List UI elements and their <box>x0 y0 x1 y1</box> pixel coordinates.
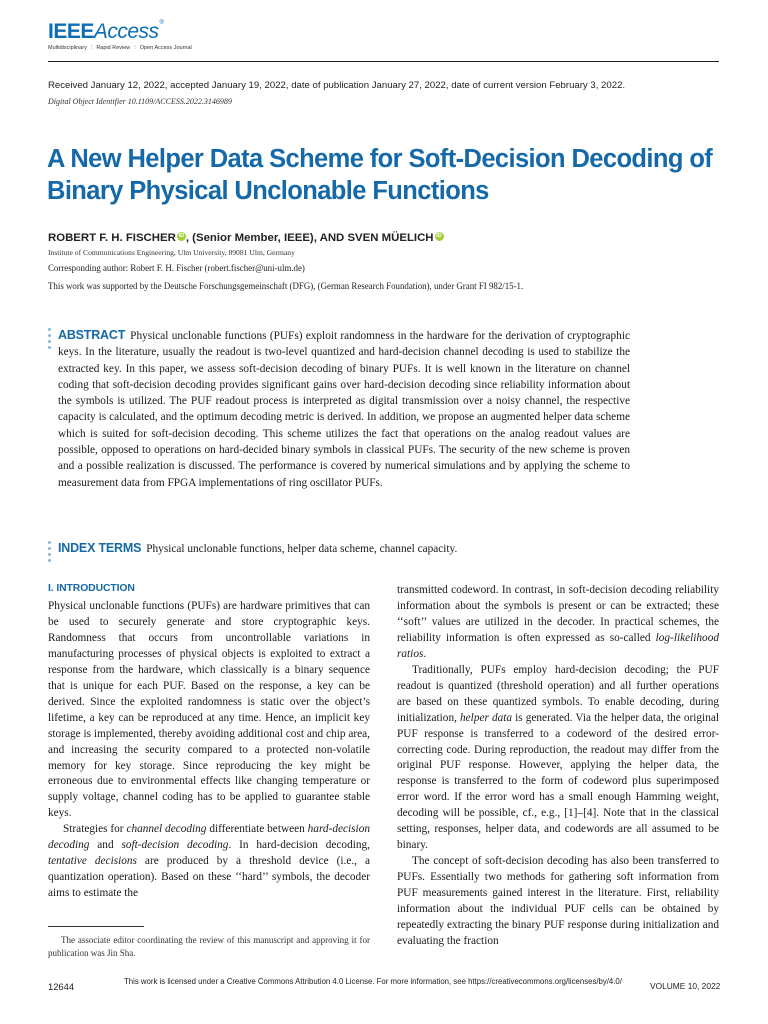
author-name: ROBERT F. H. FISCHER <box>48 232 176 244</box>
paragraph: The concept of soft-decision decoding has also been transferred to PUFs. Essentially two methods for gathering soft information from PUF measurements gained interest in the literature. First, reliability information about the individual PUF cells can be obtained by repeatedly extracting the binary PUF response during initialization and evaluating the fraction <box>397 855 719 947</box>
footnote-divider <box>48 926 144 927</box>
paragraph: Strategies for channel decoding differentiate between hard-decision decoding and soft-decision decoding. In hard-decision decoding, tentative decisions are produced by a threshold device (i.e., a quantization operation). Based on these ‘‘hard’’ symbols, the decoder aims to estimate the <box>48 823 370 900</box>
orcid-icon[interactable]: iD <box>436 233 442 239</box>
affiliation: Institute of Communications Engineering, Ulm University, 89081 Ulm, Germany <box>48 248 295 257</box>
logo-access-text: Access <box>93 20 159 43</box>
index-terms <box>58 540 457 557</box>
author-rest: , (Senior Member, IEEE), AND SVEN MÜELICH <box>185 232 434 244</box>
header-divider <box>48 61 719 62</box>
logo-ieee-text: IEEE <box>48 20 94 43</box>
journal-tagline <box>48 45 192 51</box>
orcid-icon[interactable]: iD <box>178 233 185 239</box>
body-column-left <box>48 599 370 902</box>
paper-title: A New Helper Data Scheme for Soft-Decision Decoding of Binary Physical Unclonable Functions <box>47 145 713 205</box>
tagline-separator: ⋮ <box>132 45 138 51</box>
volume-label: VOLUME 10, 2022 <box>650 981 721 991</box>
license-notice: This work is licensed under a Creative Commons Attribution 4.0 License. For more information, see https://creativecommons.org/licenses/by/4.0/ <box>124 977 622 986</box>
abstract-dots-icon <box>48 328 51 352</box>
abstract <box>58 327 630 491</box>
footnote: The associate editor coordinating the review of this manuscript and approving it for publication was Jin Sha. <box>48 935 370 958</box>
paragraph: Traditionally, PUFs employ hard-decision decoding; the PUF readout is quantized (threshold operation) and all further operations are based on these quantized symbols. To enable decoding, during initialization, helper data is generated. Via the helper data, the original PUF response is transferred to a codeword of the desired error-correcting code. During reproduction, the readout may differ from the original PUF response. However, applying the helper data, the response is transferred to the form of codeword plus superimposed error word. If the error word has a small enough Hamming weight, decoding will be possible, cf., e.g., [1]–[4]. Note that in the classical setting, responses, helper data, and codewords are all assumed to be binary. <box>397 663 719 852</box>
tagline-item: Rapid Review <box>96 45 131 51</box>
logo-trademark: ® <box>159 20 164 26</box>
abstract-label: ABSTRACT <box>58 328 126 342</box>
page-number: 12644 <box>48 981 75 992</box>
received-dates: Received January 12, 2022, accepted January 19, 2022, date of publication January 27, 2022, date of current version February 3, 2022. <box>48 80 626 91</box>
tagline-item: Open Access Journal <box>139 45 192 51</box>
tagline-separator: ⋮ <box>88 45 95 51</box>
index-terms-label: INDEX TERMS <box>58 541 142 555</box>
author-line <box>48 232 444 244</box>
doi-line: Digital Object Identifier 10.1109/ACCESS.2022.3146989 <box>48 97 232 106</box>
index-terms-dots-icon <box>48 541 51 565</box>
paragraph: transmitted codeword. In contrast, in soft-decision decoding reliability information about the symbols is present or can be extracted; these ‘‘soft’’ values are utilized in the decoder. In practical schemes, the reliability information is often expressed as so-called log-likelihood ratios. <box>397 584 719 660</box>
body-column-right <box>397 583 719 950</box>
corresponding-author: Corresponding author: Robert F. H. Fischer (robert.fischer@uni-ulm.de) <box>48 263 305 273</box>
section-heading: I. INTRODUCTION <box>48 583 135 594</box>
index-terms-text: Physical unclonable functions, helper data scheme, channel capacity. <box>146 543 458 555</box>
ieee-access-logo <box>48 20 164 44</box>
funding-note: This work was supported by the Deutsche Forschungsgemeinschaft (DFG), (German Research Foundation), under Grant FI 982/15-1. <box>48 281 524 291</box>
abstract-text: Physical unclonable functions (PUFs) exploit randomness in the hardware for the derivation of cryptographic keys. In the literature, usually the readout is two-level quantized and hard-decision channel decoding is used to stabilize the extracted key. In this paper, we assess soft-decision decoding of binary PUFs. It is well known in the literature on channel coding that soft-decision decoding provides significant gains over hard-decision decoding since reliability information about the symbols is utilized. The PUF readout process is interpreted as digital transmission over a noisy channel, the respective capacity is calculated, and the optimum decoding metric is derived. In addition, we propose an augmented helper data scheme which is suited for soft-decision decoding. This scheme utilizes the fact that operations on the analog readout values are possible, opposed to operations on hard-decided binary symbols in classical PUFs. The security of the new scheme is proven and a possible realization is discussed. The performance is covered by numerical simulations and by applying the scheme to measurement data from FPGA implementations of ring oscillator PUFs. <box>58 330 630 489</box>
tagline-item: Multidisciplinary <box>48 45 87 51</box>
paragraph: Physical unclonable functions (PUFs) are hardware primitives that can be used to securely generate and store cryptographic keys. Randomness that occurs from uncontrollable variations in manufacturing processes of physical objects is exploited to extract a response from the hardware, which classically is a binary sequence that is unique for each PUF. Based on the response, a key can be derived. Since the exploited randomness is static over the object’s lifetime, a key can be reproduced at any time. Hence, an implicit key storage is implemented, thereby avoiding additional cost and chip area, and increasing the security compared to a protected non-volatile memory for key storage. Since reproducing the key might be erroneous due to environmental effects like changing temperature or supply voltage, channel coding has to be applied to guarantee stable keys. <box>48 600 370 820</box>
